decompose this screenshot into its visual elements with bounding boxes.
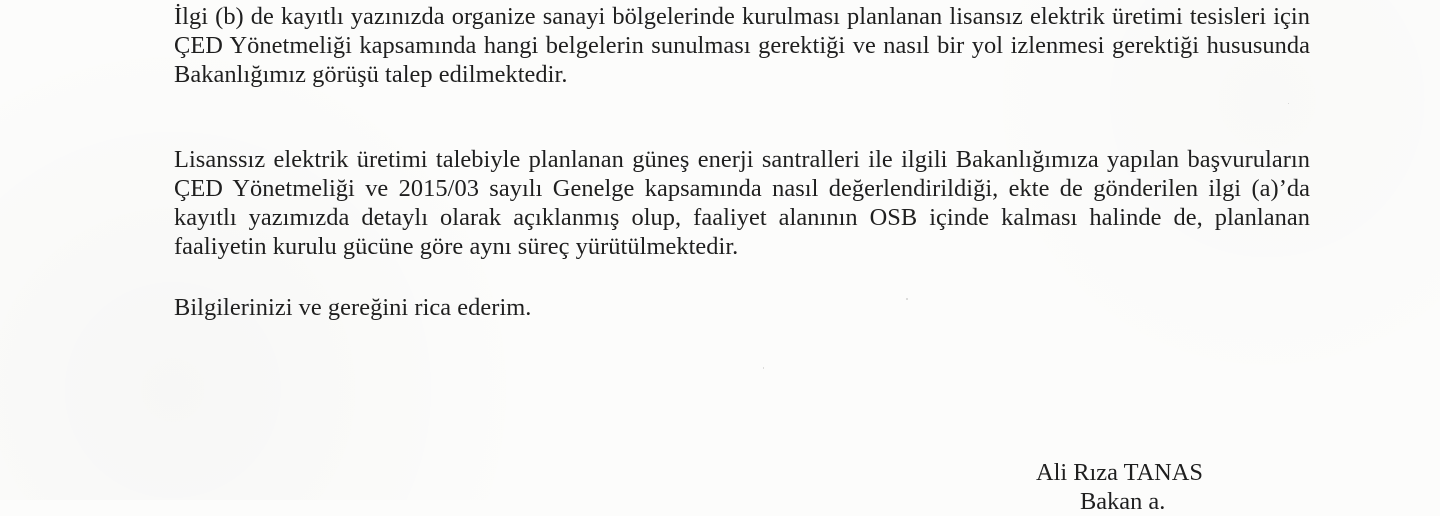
signatory-name: Ali Rıza TANAS	[1036, 459, 1203, 486]
paragraph-evaluation: Lisanssız elektrik üretimi talebiyle planlanan güneş enerji santralleri ile ilgili Bakanlığımıza yapılan başvuruların ÇED Yönetmeliği ve 2015/03 sayılı Genelge kapsamında nasıl değerlendirildiği, ekte de gönderilen ilgi (a)’da kayıtlı yazımızda detaylı olarak açıklanmış olup, faaliyet alanının OSB içinde kalması halinde de, planlanan faaliyetin kurulu gücüne göre aynı süreç yürütülmektedir.	[174, 146, 1310, 260]
scan-speck	[763, 367, 764, 369]
scan-speck	[1288, 103, 1289, 104]
paragraph-closing: Bilgilerinizi ve gereğini rica ederim.	[174, 294, 532, 321]
scan-speck	[906, 298, 908, 300]
paragraph-request: İlgi (b) de kayıtlı yazınızda organize sanayi bölgelerinde kurulması planlanan lisansız elektrik üretimi tesisleri için ÇED Yönetmeliği kapsamında hangi belgelerin sunulması gerektiği ve nasıl bir yol izlenmesi gerektiği hususunda Bakanlığımız görüşü talep edilmektedir.	[174, 3, 1310, 88]
signatory-title: Bakan a.	[1080, 488, 1166, 515]
